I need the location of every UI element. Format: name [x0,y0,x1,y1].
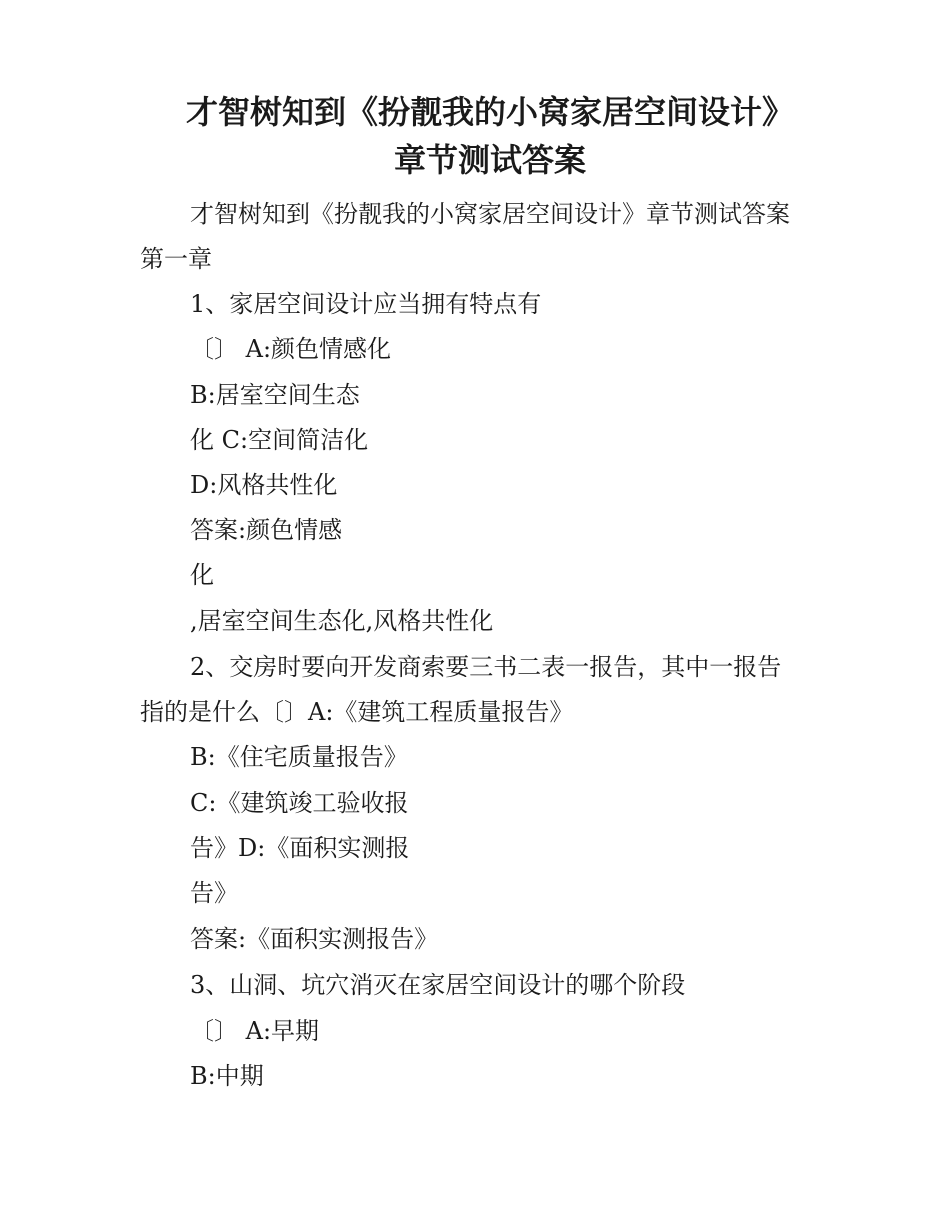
q2-option-d-line2: 告》 [190,879,238,907]
q1-answer-line3: ,居室空间生态化,风格共性化 [190,607,494,635]
q1-option-c: 化 C:空间简洁化 [190,426,369,454]
q3-option-a: 〔〕 A:早期 [190,1017,320,1045]
q1-answer-line2: 化 [190,561,214,589]
q3-question: 3、山洞、坑穴消灭在家居空间设计的哪个阶段 [190,971,686,999]
q2-option-c: C:《建筑竣工验收报 [190,789,409,817]
document-title-line2: 章节测试答案 [393,141,586,179]
q1-option-a: 〔〕 A:颜色情感化 [190,335,392,363]
q1-answer-line1: 答案:颜色情感 [190,516,343,544]
intro-paragraph: 才智树知到《扮靓我的小窝家居空间设计》章节测试答案 [190,200,790,228]
q1-option-b: B:居室空间生态 [190,381,360,409]
chapter-heading: 第一章 [140,245,212,273]
q2-option-b: B:《住宅质量报告》 [190,743,408,771]
q2-question-line1: 2、交房时要向开发商索要三书二表一报告，其中一报告 [190,653,782,681]
q2-question-line2: 指的是什么〔〕A:《建筑工程质量报告》 [140,698,574,726]
q2-option-d: 告》D:《面积实测报 [190,834,410,862]
q2-answer: 答案:《面积实测报告》 [190,925,439,953]
q1-question: 1、家居空间设计应当拥有特点有 [190,290,542,318]
q3-option-b: B:中期 [190,1062,264,1090]
q1-option-d: D:风格共性化 [190,471,338,499]
document-title-line1: 才智树知到《扮靓我的小窝家居空间设计》 [185,93,794,131]
